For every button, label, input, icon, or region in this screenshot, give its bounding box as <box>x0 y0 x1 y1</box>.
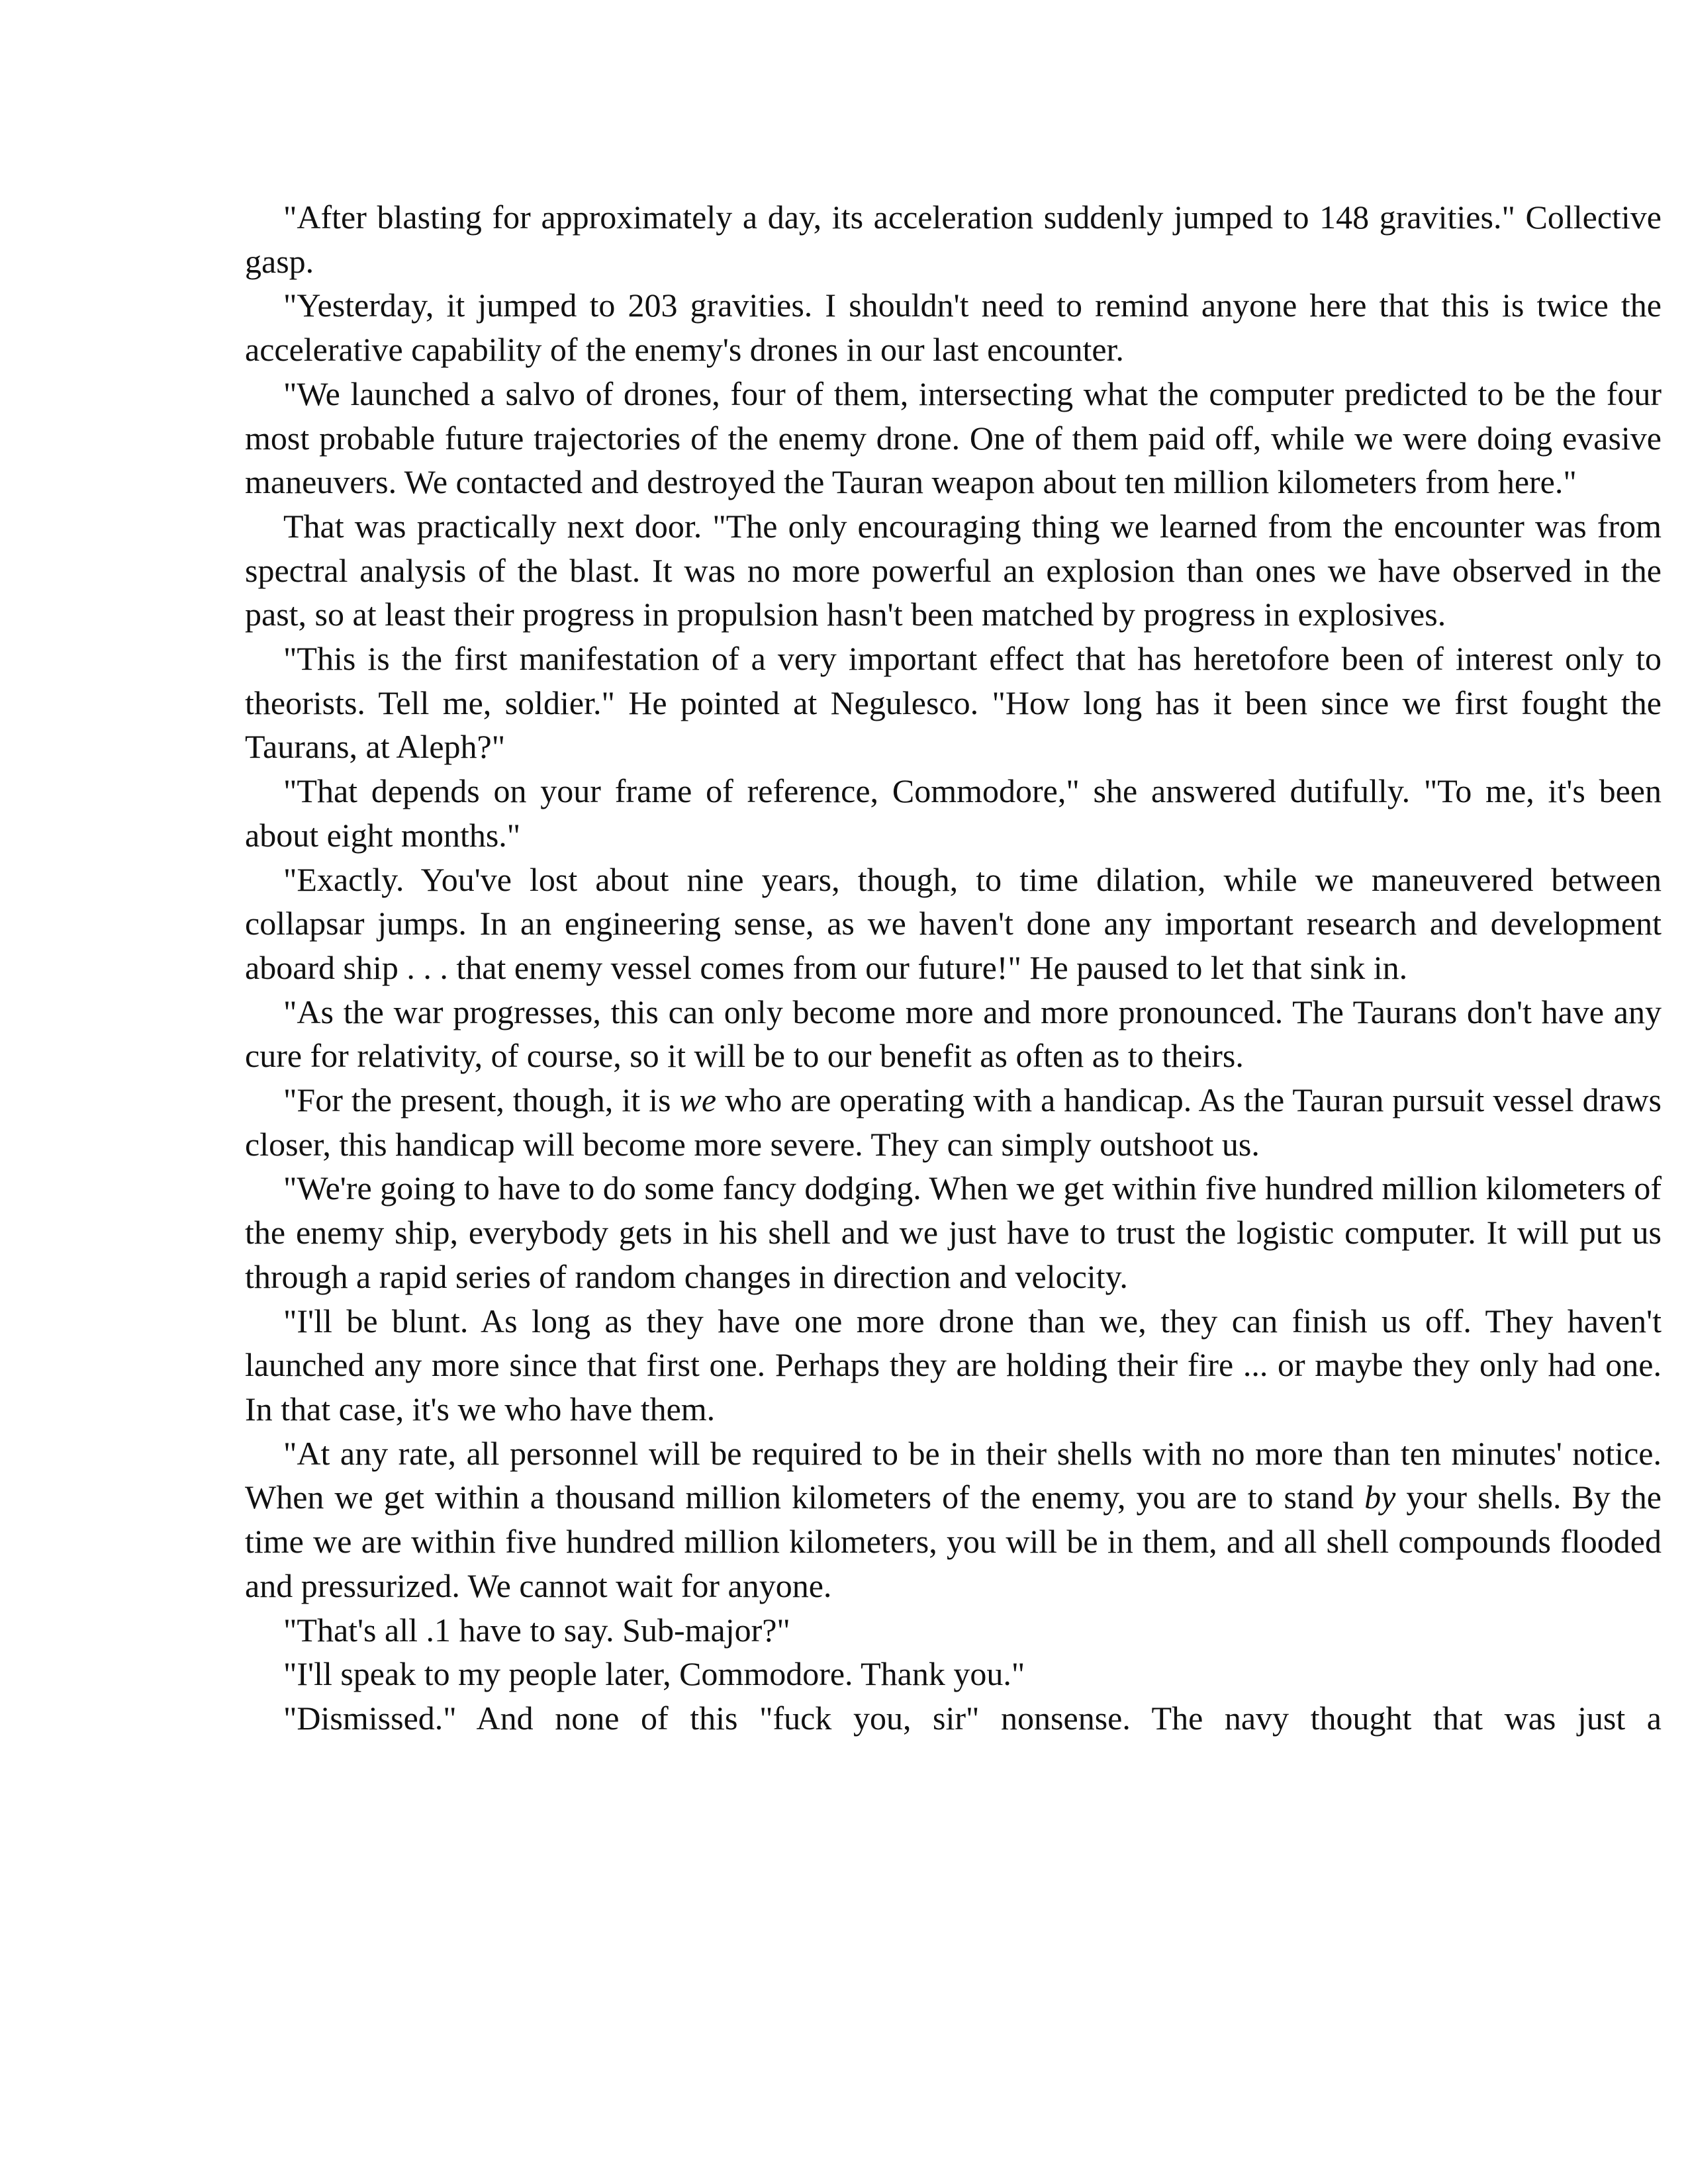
paragraph-9-start: "For the present, though, it is <box>283 1081 680 1119</box>
paragraph-14: "I'll speak to my people later, Commodore. Thank you." <box>283 1655 1025 1693</box>
paragraph-9-end: who are operating with a handicap. As the Tauran pursuit vessel draws closer, this handicap will become more severe. They can simply outshoot us. <box>245 1081 1662 1163</box>
paragraph-13: "That's all .1 have to say. Sub-major?" <box>283 1611 790 1649</box>
paragraph-10: "We're going to have to do some fancy dodging. When we get within five hundred million kilometers of the enemy ship, everybody gets in his shell and we just have to trust the logistic computer. It will put us through a rapid series of random changes in direction and velocity. <box>245 1169 1662 1295</box>
paragraph-12-emphasis: by <box>1364 1479 1396 1516</box>
paragraph-5: "This is the first manifestation of a very important effect that has heretofore been of interest only to theorists. Tell me, soldier." He pointed at Negulesco. "How long has it been since we first fought the Taurans, at Aleph?" <box>245 640 1662 766</box>
body-text <box>245 195 1662 1741</box>
paragraph-8: "As the war progresses, this can only become more and more pronounced. The Taurans don't have any cure for relativity, of course, so it will be to our benefit as often as to theirs. <box>245 993 1662 1075</box>
paragraph-3: "We launched a salvo of drones, four of them, intersecting what the computer predicted to be the four most probable future trajectories of the enemy drone. One of them paid off, while we were doing evasive maneuvers. We contacted and destroyed the Tauran weapon about ten million kilometers from here." <box>245 375 1662 501</box>
paragraph-15: "Dismissed." And none of this "fuck you, sir" nonsense. The navy thought that was just a <box>283 1699 1662 1737</box>
paragraph-12 <box>245 1432 1662 1608</box>
paragraph-12-start: "At any rate, all personnel will be required to be in their shells with no more than ten minutes' notice. When we get within a thousand million kilometers of the enemy, you are to stand <box>245 1434 1662 1516</box>
paragraph-7: "Exactly. You've lost about nine years, though, to time dilation, while we maneuvered between collapsar jumps. In an engineering sense, as we haven't done any important research and development aboard ship . . . that enemy vessel comes from our future!" He paused to let that sink in. <box>245 860 1662 986</box>
paragraph-2: "Yesterday, it jumped to 203 gravities. I shouldn't need to remind anyone here that this is twice the accelerative capability of the enemy's drones in our last encounter. <box>245 287 1662 369</box>
paragraph-9-emphasis: we <box>679 1081 717 1119</box>
paragraph-6: "That depends on your frame of reference, Commodore," she answered dutifully. "To me, it's been about eight months." <box>245 772 1662 854</box>
paragraph-4: That was practically next door. "The only encouraging thing we learned from the encounter was from spectral analysis of the blast. It was no more powerful an explosion than ones we have observed in the past, so at least their progress in propulsion hasn't been matched by progress in explosives. <box>245 507 1662 633</box>
paragraph-12-end: your shells. By the time we are within five hundred million kilometers, you will be in them, and all shell compounds flooded and pressurized. We cannot wait for anyone. <box>245 1479 1662 1604</box>
paragraph-11: "I'll be blunt. As long as they have one more drone than we, they can finish us off. They haven't launched any more since that first one. Perhaps they are holding their fire ... or maybe they only had one. In that case, it's we who have them. <box>245 1302 1662 1428</box>
paragraph-9 <box>245 1078 1662 1166</box>
paragraph-1: "After blasting for approximately a day, its acceleration suddenly jumped to 148 gravities." Collective gasp. <box>245 199 1662 280</box>
